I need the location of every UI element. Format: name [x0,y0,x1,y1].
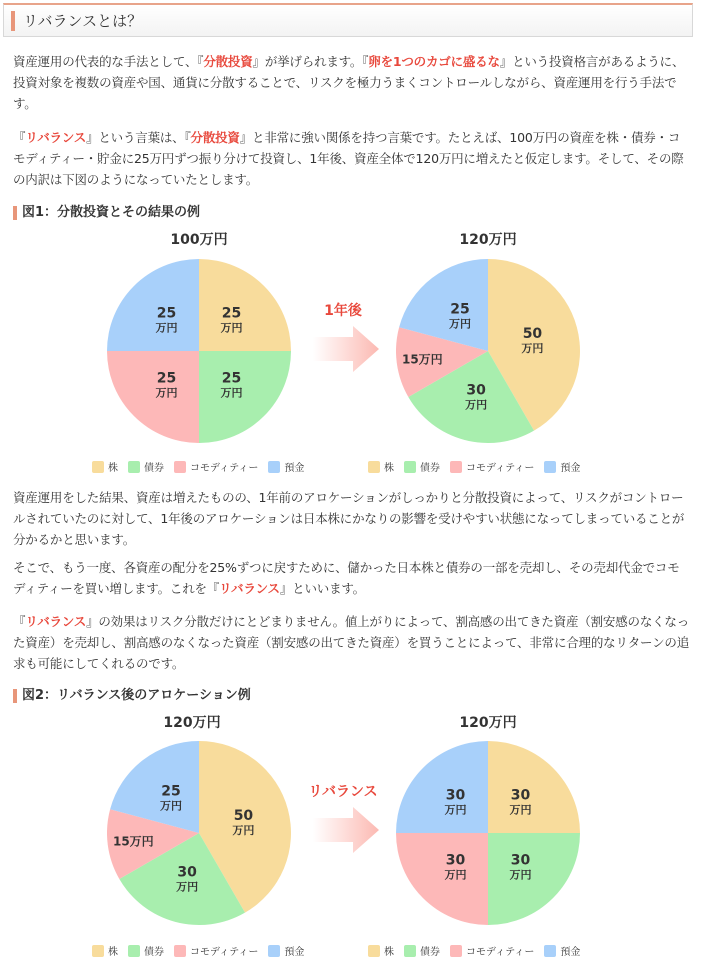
pie-chart-1 [107,259,291,443]
figure-2-arrow-label: リバランス [308,784,378,800]
pie-slice [396,741,488,833]
intro-paragraph-2 [13,127,691,190]
slice-unit-label: 万円 [509,803,532,817]
legend-label: 債券 [420,947,440,958]
legend-label: 預金 [284,463,305,474]
pie-chart-3 [107,741,291,925]
legend-swatch [450,945,462,957]
slice-value-label: 15万円 [112,834,154,849]
legend-label: 債券 [420,463,440,474]
legend-label: 株 [108,947,118,958]
figure-1-right-title: 120万円 [459,232,517,248]
highlight-term: リバランス [219,581,280,596]
text-run: 』が挙げられます。『 [252,54,369,69]
slice-unit-label: 万円 [160,799,182,813]
legend-label: コモディティー [466,463,535,474]
slice-unit-label: 万円 [509,868,532,882]
legend-1 [92,459,314,474]
legend-item [404,943,440,958]
text-run: 』の効果はリスク分散だけにとどまりません。値上がりによって、割高感の出てきた資産（割安感のなくなった資産）を売却し、割高感のなくなった資産（割安感の出てきた資産）を買うことによって、非常に合理的なリターンの追求も可能にしてくれるのです。 [13,614,690,671]
slice-unit-label: 万円 [521,342,544,356]
legend-swatch [544,945,556,957]
legend-item [450,943,534,958]
legend-label: 株 [108,463,118,474]
right-arrow-icon [313,807,379,853]
legend-label: コモディティー [190,947,259,958]
legend-swatch [174,945,186,957]
figure-2-label: 図2：リバランス後のアロケーション例 [13,688,251,704]
legend-item [544,459,580,474]
legend-item [368,943,394,958]
legend-swatch [404,461,416,473]
legend-3 [92,943,314,958]
legend-item [174,943,258,958]
slice-unit-label: 万円 [444,803,467,817]
pie-slice [488,741,580,833]
legend-swatch [450,461,462,473]
legend-label: 預金 [560,947,581,958]
pie-chart-4 [396,741,580,925]
figure-2-left-title: 120万円 [163,715,221,731]
highlight-term: 分散投資 [190,130,240,145]
slice-value-label: 30 [177,864,197,881]
legend-item [174,459,258,474]
pie-slice [396,833,488,925]
legend-swatch [128,945,140,957]
highlight-term: 分散投資 [203,54,253,69]
slice-unit-label: 万円 [444,868,467,882]
slice-value-label: 30 [445,787,466,804]
legend-swatch [544,461,556,473]
figure-1-arrow-label: 1年後 [324,303,362,319]
legend-label: コモディティー [190,463,259,474]
slice-unit-label: 万円 [155,386,178,400]
legend-swatch [174,461,186,473]
legend-label: コモディティー [466,947,535,958]
legend-swatch [92,461,104,473]
legend-item [128,459,164,474]
slice-value-label: 25 [221,370,242,387]
legend-item [268,459,304,474]
text-run: 』といいます。 [279,581,365,596]
legend-label: 株 [384,463,394,474]
legend-swatch [128,461,140,473]
text-run: 『 [13,130,26,145]
legend-item [404,459,440,474]
heading-accent-bar [11,11,15,31]
highlight-term: リバランス [25,614,87,629]
legend-label: 預金 [560,463,581,474]
legend-item [92,943,118,958]
slice-value-label: 30 [510,787,531,804]
legend-label: 株 [384,947,394,958]
slice-value-label: 50 [233,808,254,825]
slice-value-label: 25 [221,305,242,322]
pie-slice [199,351,291,443]
text-run: 』という投資格言があるように、投資対象を複数の資産や国、通貨に分散することで、リスクを極力うまくコントロールしながら、資産運用を行う手法です。 [13,54,685,111]
slice-value-label: 30 [466,382,486,399]
pie-slice [107,259,199,351]
pie-slice [488,833,580,925]
legend-swatch [368,945,380,957]
legend-item [450,459,534,474]
slice-unit-label: 万円 [176,880,199,894]
slice-unit-label: 万円 [232,824,255,838]
legend-item [368,459,394,474]
slice-unit-label: 万円 [155,321,178,335]
body-paragraph-3 [13,487,691,550]
legend-item [544,943,580,958]
legend-item [92,459,118,474]
legend-swatch [368,461,380,473]
text-run: 『 [13,614,26,629]
legend-swatch [268,945,280,957]
slice-unit-label: 万円 [220,321,243,335]
legend-item [268,943,304,958]
body-paragraph-5 [13,611,691,674]
slice-value-label: 50 [522,326,543,343]
pie-chart-2 [396,259,580,443]
legend-label: 債券 [144,463,164,474]
slice-unit-label: 万円 [449,317,471,331]
page-title: リバランスとは？ [23,12,143,30]
figure-2-right-title: 120万円 [459,715,517,731]
slice-value-label: 25 [450,301,470,318]
highlight-term: 卵を1つのカゴに盛るな [368,54,500,69]
figure-1-label: 図1：分散投資とその結果の例 [13,205,200,221]
text-run: 』という言葉は、『 [86,130,191,145]
section-heading [3,3,693,37]
text-run: そこで、もう一度、各資産の配分を25%ずつに戻すために、儲かった日本株と債券の一部を売却し、その売却代金でコモディティーを買い増します。これを『 [13,560,680,596]
legend-4 [368,943,590,958]
legend-label: 預金 [284,947,305,958]
figure-1-left-title: 100万円 [170,232,228,248]
pie-slice [107,351,199,443]
slice-unit-label: 万円 [220,386,243,400]
slice-value-label: 25 [161,783,181,800]
legend-swatch [404,945,416,957]
intro-paragraph-1 [13,51,691,114]
slice-unit-label: 万円 [465,398,488,412]
text-run: 資産運用をした結果、資産は増えたものの、1年前のアロケーションがしっかりと分散投資によって、リスクがコントロールされていたのに対して、1年後のアロケーションは日本株にかなりの影響を受けやすい状態になってしまっていることが分かるかと思います。 [13,490,685,547]
legend-label: 債券 [144,947,164,958]
slice-value-label: 25 [156,305,177,322]
text-run: 』と非常に強い関係を持つ言葉です。たとえば、100万円の資産を株・債券・コモディティー・貯金に25万円ずつ振り分けて投資し、1年後、資産全体で120万円に増えたと仮定します。そして、その際の内訳は下図のようになっていたとします。 [13,130,684,187]
legend-swatch [92,945,104,957]
slice-value-label: 30 [510,852,531,869]
slice-value-label: 15万円 [401,352,443,367]
text-run: 資産運用の代表的な手法として、『 [13,54,204,69]
slice-value-label: 25 [156,370,177,387]
legend-item [128,943,164,958]
body-paragraph-4 [13,557,691,599]
legend-2 [368,459,590,474]
legend-swatch [268,461,280,473]
pie-slice [199,259,291,351]
slice-value-label: 30 [445,852,466,869]
right-arrow-icon [313,326,379,372]
highlight-term: リバランス [25,130,87,145]
